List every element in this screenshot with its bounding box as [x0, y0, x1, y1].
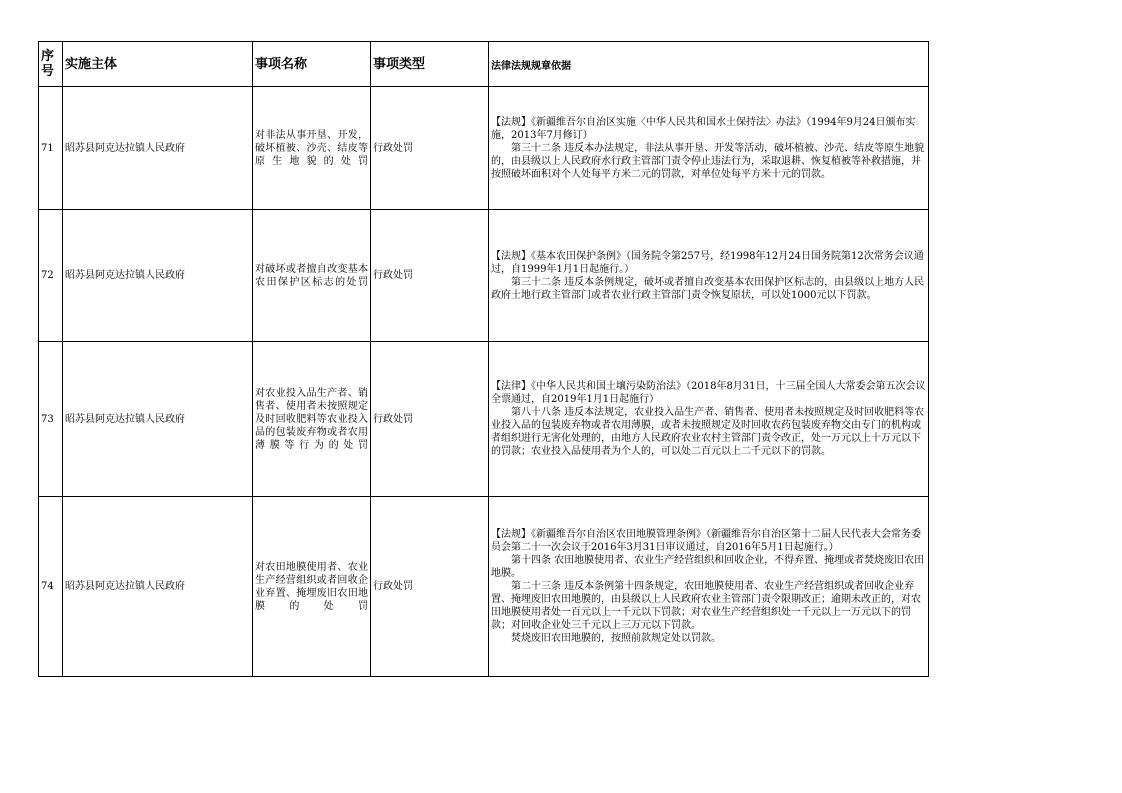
legal-basis-paragraph: 第三十二条 违反本办法规定，非法从事开垦、开发等活动，破坏植被、沙壳、结皮等原生地貌的，由县级以上人民政府水行政主管部门责令停止违法行为，采取退耕、恢复植被等补救措施，并按照破坏面积对个人处每平方米二元的罚款，对单位处每平方米十元的罚款。 — [491, 142, 925, 180]
row-subject: 昭苏县阿克达拉镇人民政府 — [63, 342, 253, 497]
row-item-type: 行政处罚 — [371, 210, 489, 342]
header-basis: 法律法规规章依据 — [489, 42, 929, 87]
row-seq: 74 — [39, 497, 63, 677]
header-seq: 序号 — [39, 42, 63, 87]
table-row — [39, 210, 929, 342]
row-legal-basis — [489, 210, 929, 342]
legal-basis-paragraph: 第十四条 农田地膜使用者、农业生产经营组织和回收企业，不得弃置、掩埋或者焚烧废旧农田地膜。 — [491, 555, 925, 579]
legal-basis-paragraph: 【法规】《基本农田保护条例》（国务院令第257号，经1998年12月24日国务院第12次常务会议通过，自1999年1月1日起施行。） — [491, 250, 924, 275]
row-item-name: 对农业投入品生产者、销售者、使用者未按照规定及时回收肥料等农业投入品的包装废弃物或者农用薄膜等行为的处罚 — [253, 342, 371, 497]
row-legal-basis — [489, 342, 929, 497]
row-seq: 71 — [39, 87, 63, 210]
legal-basis-paragraph: 【法规】《新疆维吾尔自治区农田地膜管理条例》（新疆维吾尔自治区第十二届人民代表大会常务委员会第二十一次会议于2016年3月31日审议通过，自2016年5月1日起施行。） — [491, 529, 921, 553]
row-legal-basis — [489, 497, 929, 677]
legal-basis-paragraph: 焚烧废旧农田地膜的，按照前款规定处以罚款。 — [511, 633, 721, 644]
legal-basis-paragraph: 【法规】《新疆维吾尔自治区实施〈中华人民共和国水土保持法〉办法》（1994年9月24日颁布实施，2013年7月修订） — [491, 116, 916, 141]
header-row — [39, 42, 929, 87]
legal-basis-paragraph: 第三十二条 违反本条例规定，破坏或者擅自改变基本农田保护区标志的，由县级以上地方人民政府土地行政主管部门或者农业行政主管部门责令恢复原状，可以处1000元以下罚款。 — [491, 276, 925, 301]
row-item-type: 行政处罚 — [371, 87, 489, 210]
row-item-name: 对农田地膜使用者、农业生产经营组织或者回收企业弃置、掩埋废旧农田地膜的处罚 — [253, 497, 371, 677]
header-subject: 实施主体 — [63, 42, 253, 87]
legal-basis-paragraph: 【法律】《中华人民共和国土壤污染防治法》（2018年8月31日，十三届全国人大常委会第五次会议全票通过，自2019年1月1日起施行） — [491, 381, 926, 405]
legal-basis-paragraph: 第二十三条 违反本条例第十四条规定，农田地膜使用者、农业生产经营组织或者回收企业弃置、掩埋废旧农田地膜的，由县级以上人民政府农业主管部门责令限期改正；逾期未改正的，对农田地膜使用者处一百元以上一千元以下罚款；对农业生产经营组织处一千元以上一万元以下的罚款；对回收企业处三千元以上三万元以下罚款。 — [491, 581, 921, 631]
legal-basis-paragraph: 第八十八条 违反本法规定，农业投入品生产者、销售者、使用者未按照规定及时回收肥料等农业投入品的包装废弃物或者农用薄膜，或者未按照规定及时回收农药包装废弃物交由专门的机构或者组织进行无害化处理的，由地方人民政府农业农村主管部门责令改正，处一万元以上十万元以下的罚款；农业投入品使用者为个人的，可以处二百元以上二千元以下的罚款。 — [491, 407, 925, 457]
row-seq: 72 — [39, 210, 63, 342]
table-row — [39, 87, 929, 210]
row-item-name: 对破坏或者擅自改变基本农田保护区标志的处罚 — [253, 210, 371, 342]
row-subject: 昭苏县阿克达拉镇人民政府 — [63, 87, 253, 210]
row-subject: 昭苏县阿克达拉镇人民政府 — [63, 497, 253, 677]
table-row — [39, 497, 929, 677]
row-item-type: 行政处罚 — [371, 497, 489, 677]
header-item-type: 事项类型 — [371, 42, 489, 87]
row-item-type: 行政处罚 — [371, 342, 489, 497]
row-seq: 73 — [39, 342, 63, 497]
row-item-name: 对非法从事开垦、开发，破坏植被、沙壳、结皮等原生地貌的处罚 — [253, 87, 371, 210]
table-row — [39, 342, 929, 497]
row-subject: 昭苏县阿克达拉镇人民政府 — [63, 210, 253, 342]
header-item-name: 事项名称 — [253, 42, 371, 87]
regulation-table — [38, 41, 929, 677]
row-legal-basis — [489, 87, 929, 210]
